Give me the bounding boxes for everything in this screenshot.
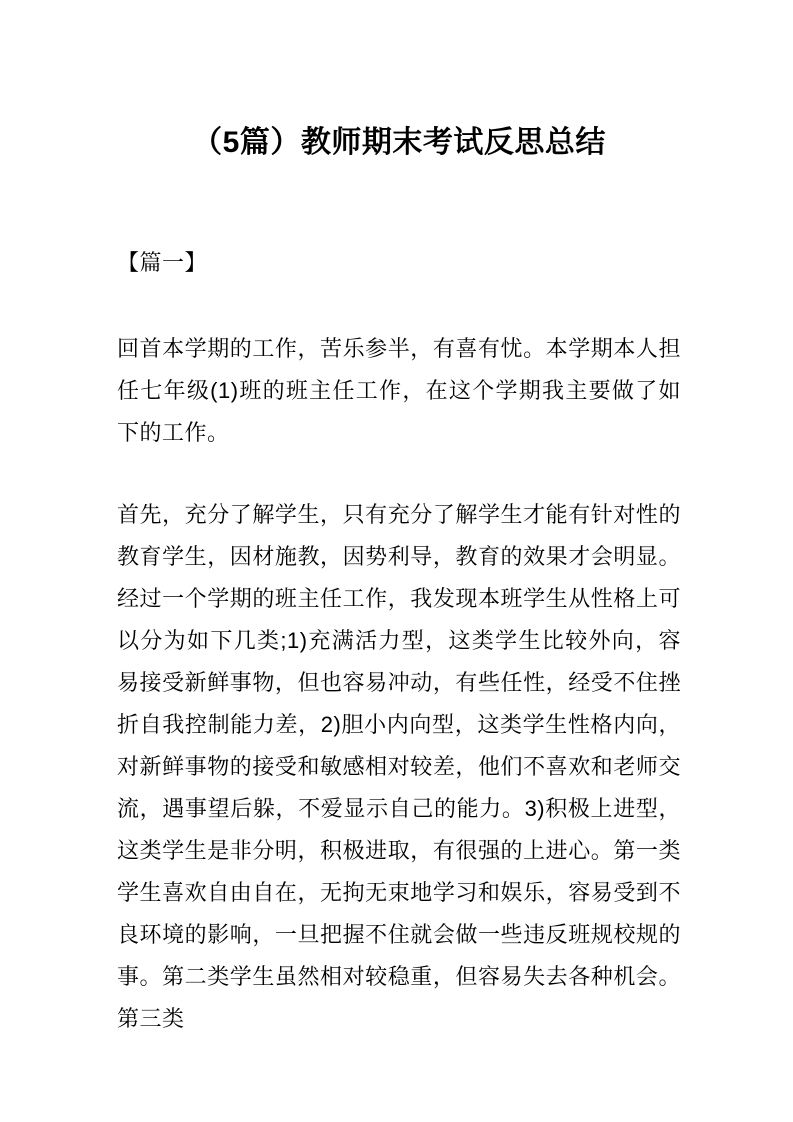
section-1-paragraph-2: 首先，充分了解学生，只有充分了解学生才能有针对性的教育学生，因材施教，因势利导，教育的效果才会明显。经过一个学期的班主任工作，我发现本班学生从性格上可以分为如下几类;1)充满活力型，这类学生比较外向，容易接受新鲜事物，但也容易冲动，有些任性，经受不住挫折自我控制能力差，2)胆小内向型，这类学生性格内向，对新鲜事物的接受和敏感相对较差，他们不喜欢和老师交流，遇事望后躲，不爱显示自己的能力。3)积极上进型，这类学生是非分明，积极进取，有很强的上进心。第一类学生喜欢自由自在，无拘无束地学习和娱乐，容易受到不良环境的影响，一旦把握不住就会做一些违反班规校规的事。第二类学生虽然相对较稳重，但容易失去各种机会。第三类 [117, 502, 681, 1031]
document-title: （5篇）教师期末考试反思总结 [192, 126, 606, 159]
section-1-heading: 【篇一】 [117, 250, 208, 275]
section-1-paragraph-1: 回首本学期的工作，苦乐参半，有喜有忧。本学期本人担任七年级(1)班的班主任工作，在这个学期我主要做了如下的工作。 [117, 336, 681, 445]
section-1 [117, 242, 681, 1040]
